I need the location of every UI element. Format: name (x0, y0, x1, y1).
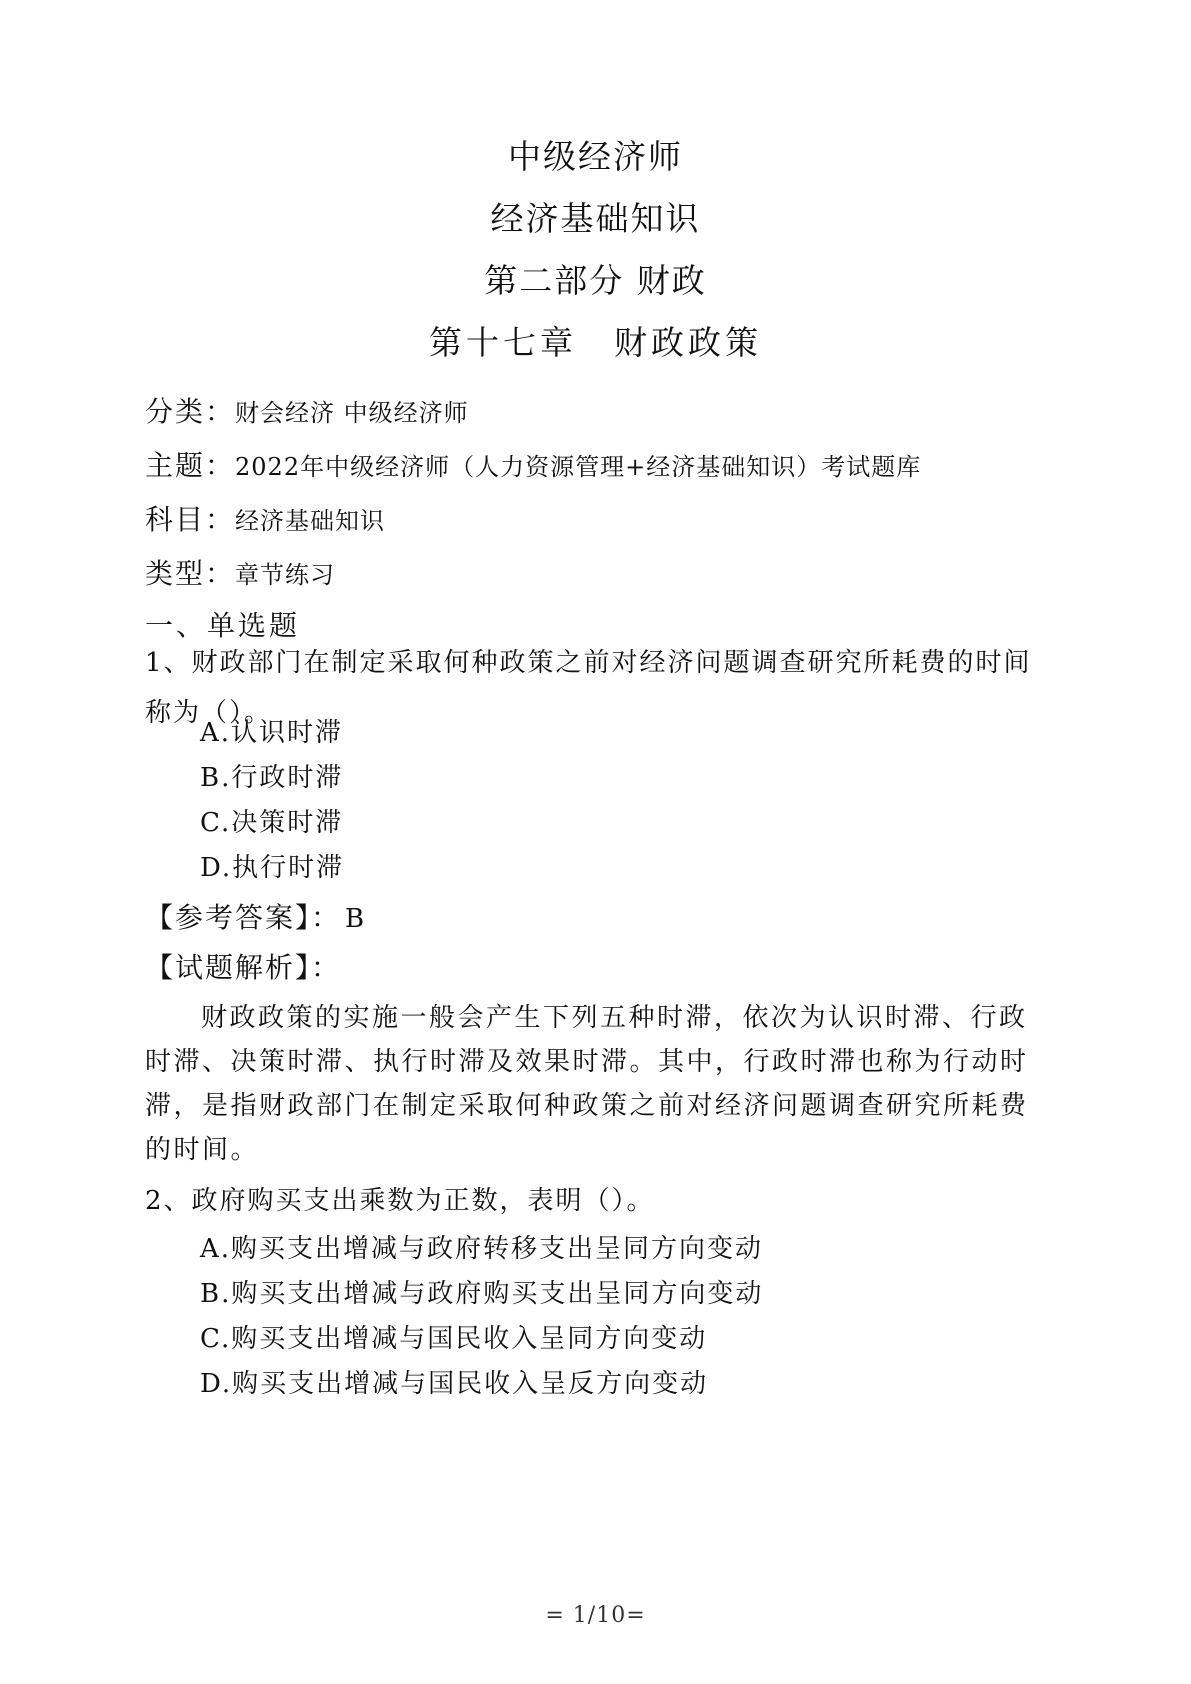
chapter-title: 第十七章 财政政策 (429, 323, 762, 362)
meta-block (145, 385, 1045, 601)
meta-subject (145, 493, 1045, 547)
question-1-option-a: A.认识时滞 (200, 718, 344, 748)
question-2-option-b: B.购买支出增减与政府购买支出呈同方向变动 (200, 1279, 764, 1309)
meta-category (145, 385, 1045, 439)
page-number: = 1/10= (545, 1603, 646, 1628)
question-1-option-c: C.决策时滞 (200, 808, 344, 838)
question-1-answer (145, 896, 366, 941)
meta-type (145, 547, 1045, 601)
meta-subject-value: 经济基础知识 (235, 507, 386, 535)
exam-title: 中级经济师 (508, 137, 683, 176)
meta-type-value: 章节练习 (235, 561, 336, 589)
question-1-analysis: 财政政策的实施一般会产生下列五种时滞，依次为认识时滞、行政时滞、决策时滞、执行时滞及效果时滞。其中，行政时滞也称为行动时滞，是指财政部门在制定采取何种政策之前对经济问题调查研究所耗费的时间。 (145, 1003, 1029, 1165)
meta-subject-key: 科目： (145, 503, 236, 536)
question-1-analysis-label: 【试题解析】： (145, 951, 342, 984)
question-2-stem: 2、政府购买支出乘数为正数，表明（）。 (145, 1186, 655, 1216)
meta-type-key: 类型： (145, 557, 236, 590)
meta-topic-key: 主题： (145, 449, 236, 482)
subject-title: 经济基础知识 (490, 199, 701, 238)
meta-category-key: 分类： (145, 395, 236, 428)
meta-topic (145, 439, 1045, 493)
part-title: 第二部分 财政 (484, 261, 707, 300)
title-block (0, 126, 1191, 374)
answer-value: B (345, 904, 367, 934)
question-2-option-d: D.购买支出增减与国民收入呈反方向变动 (200, 1369, 709, 1399)
question-1-option-b: B.行政时滞 (200, 763, 344, 793)
section-heading: 一、单选题 (145, 609, 301, 642)
meta-category-value: 财会经济 中级经济师 (235, 399, 469, 427)
question-2-option-a: A.购买支出增减与政府转移支出呈同方向变动 (200, 1234, 764, 1264)
question-1-option-d: D.执行时滞 (200, 853, 345, 883)
meta-topic-value: 2022年中级经济师（人力资源管理+经济基础知识）考试题库 (235, 453, 922, 481)
question-2-option-c: C.购买支出增减与国民收入呈同方向变动 (200, 1324, 708, 1354)
question-1-stem: 1、财政部门在制定采取何种政策之前对经济问题调查研究所耗费的时间称为（）。 (145, 648, 1032, 728)
answer-label: 【参考答案】： (145, 901, 342, 934)
